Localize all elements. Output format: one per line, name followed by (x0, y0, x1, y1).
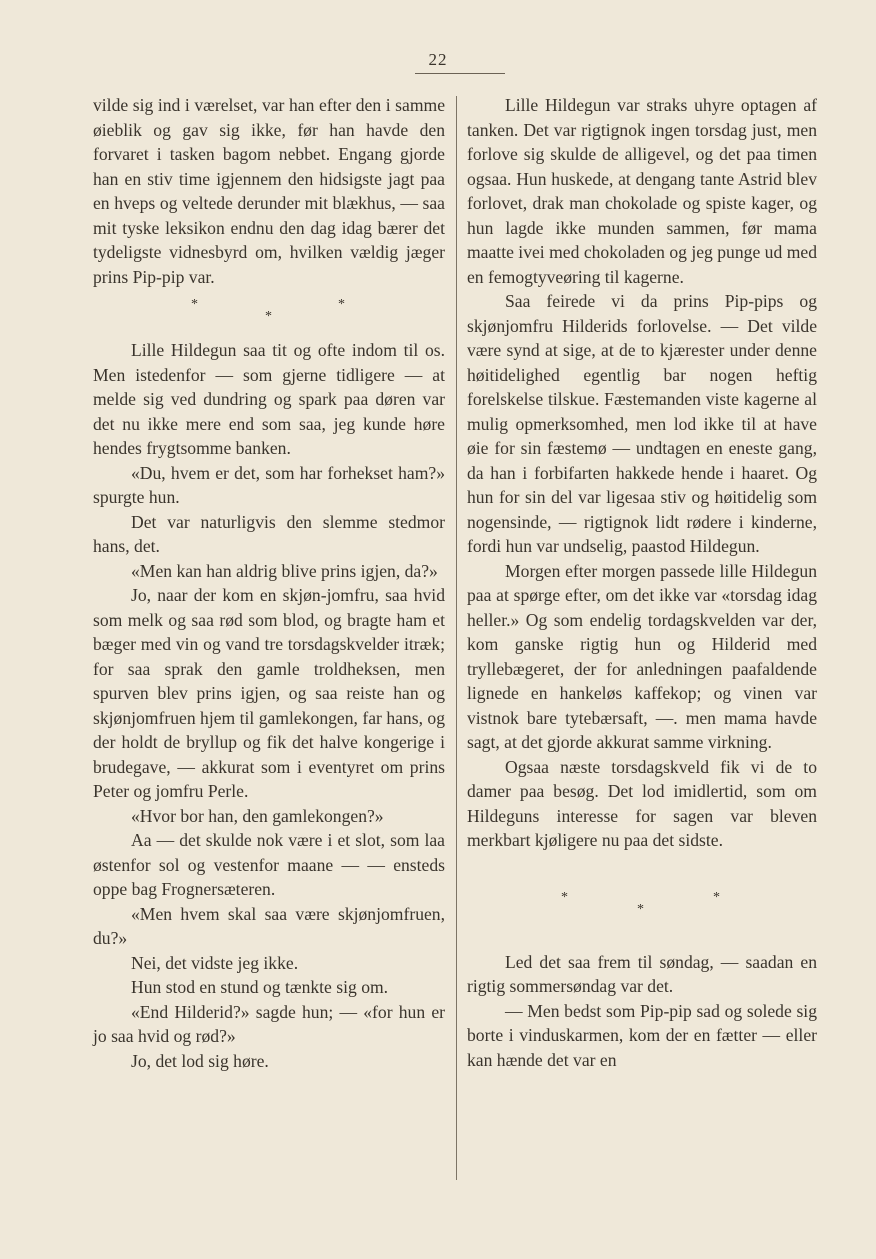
paragraph: «Hvor bor han, den gamlekongen?» (131, 805, 384, 826)
paragraph: «Men hvem skal saa være skjønjomfruen, du?» (93, 903, 445, 948)
column-divider (456, 96, 457, 1180)
asterisk: * (713, 889, 720, 905)
asterisk: * (338, 297, 345, 312)
asterisk: * (561, 889, 568, 905)
paragraph: Lille Hildegun saa tit og ofte indom til os. Men istedenfor — som gjerne tidligere — at melde sig ved dundring og spark paa døren var det nu ikke mere end som saa, jeg kunde høre hendes frygtsomme banken. (93, 340, 445, 458)
paragraph: «Men kan han aldrig blive prins igjen, da?» (131, 560, 438, 581)
paragraph: Aa — det skulde nok være i et slot, som laa østenfor sol og vestenfor maane — — ensteds oppe bag Frognersæteren. (93, 830, 445, 899)
paragraph: Lille Hildegun var straks uhyre optagen af tanken. Det var rigtignok ingen torsdag just, men forlove sig skulde de alligevel, og det paa timen ogsaa. Hun huskede, at dengang tante Astrid blev forlovet, drak man chokolade og spiste kager, og hun lagde ikke munden sammen, før mama maatte ivei med chokoladen og jeg punge ud med en femogtyveøring til kagerne. (467, 95, 817, 287)
paragraph: «End Hilderid?» sagde hun; — «for hun er jo saa hvid og rød?» (93, 1001, 445, 1046)
section-break-asterism (93, 289, 445, 338)
asterisk: * (637, 901, 644, 917)
paragraph: Hun stod en stund og tænkte sig om. (131, 977, 389, 997)
paragraph: Jo, det lod sig høre. (131, 1050, 269, 1071)
paragraph: Jo, naar der kom en skjøn-jomfru, saa hvid som melk og saa rød som blod, og bragte ham et bæger med vin og vand tre torsdagskvelder itræk; for saa sprak den gamle troldheksen, men spurven blev prins igjen, og saa reiste han og skjønjomfruen hjem til gamlekongen, far hans, og der holdt de bryllup og fik det halve kongerige i brudegave, — akkurat som i eventyret om prins Peter og jomfru Perle. (93, 585, 445, 801)
paragraph: Morgen efter morgen passede lille Hildegun paa at spørge efter, om det ikke var «torsdag idag heller.» Og som endelig tordagskvelden var der, kom ganske rigtig hun og Hilderid med tryllebægeret, der for anledningen paafaldende lignede en hankeløs kaffekop; og vinen var vistnok bare tytebærsaft, —. men mama havde sagt, at det gjorde akkurat samme virkning. (467, 560, 817, 752)
left-column (93, 93, 445, 1073)
right-column (467, 93, 817, 1072)
paragraph: Saa feirede vi da prins Pip-pips og skjønjomfru Hilderids forlovelse. — Det vilde være synd at sige, at de to kjærester under denne høitidelighed egentlig bar nogen heftig forelskelse tilskue. Fæstemanden viste kagerne al mulig opmerksomhed, men lod ikke til at have øie for sin fæstemø — undtagen en eneste gang, da han i forbifarten hakkede hende i haaret. Og hun for sin del var ligesaa stiv og høitidelig som nogensinde, — rigtignok lidt rødere i kinderne, fordi hun var undselig, paastod Hildegun. (467, 291, 817, 556)
paragraph: Nei, det vidste jeg ikke. (131, 952, 299, 973)
header-rule (415, 73, 505, 74)
section-break-asterism (467, 853, 817, 950)
asterisk: * (265, 309, 272, 324)
paragraph: Ogsaa næste torsdagskveld fik vi de to damer paa besøg. Det lod imidlertid, som om Hildeguns interesse for sagen var bleven merkbart kjøligere nu paa det sidste. (467, 756, 817, 850)
asterisk: * (191, 297, 198, 312)
paragraph: Led det saa frem til søndag, — saadan en rigtig sommersøndag var det. (467, 951, 817, 996)
paragraph: «Du, hvem er det, som har forhekset ham?» spurgte hun. (93, 462, 445, 507)
paragraph: Det var naturligvis den slemme stedmor hans, det. (93, 511, 445, 556)
page-number: 22 (428, 50, 448, 69)
paragraph: vilde sig ind i værelset, var han efter den i samme øieblik og gav sig ikke, før han havde den forvaret i tasken bagom nebbet. Engang gjorde han en stiv time igjennem den hidsigste jagt paa en hveps og veltede derunder mit blækhus, — saa mit tyske leksikon endnu den dag idag bærer det tydeligste vidnesbyrd om, hvilken vældig jæger prins Pip-pip var. (93, 95, 445, 287)
paragraph: — Men bedst som Pip-pip sad og solede sig borte i vinduskarmen, kom der en fætter — eller kan hænde det var en (467, 1000, 817, 1070)
